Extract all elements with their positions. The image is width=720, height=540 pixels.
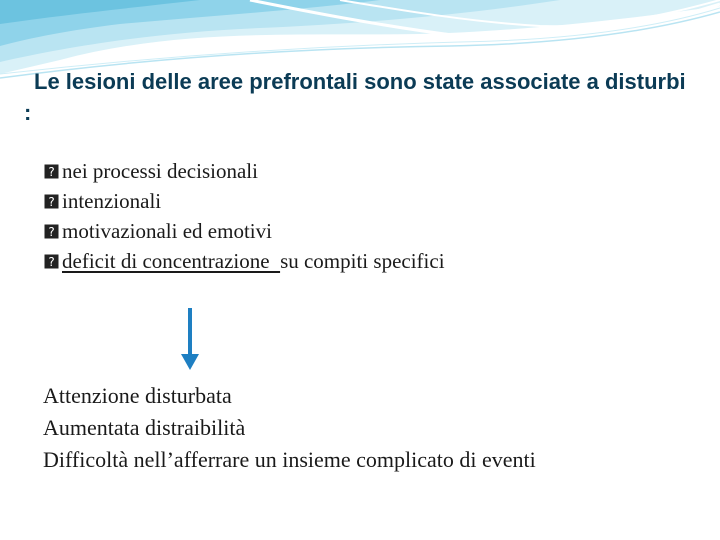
svg-text:?: ? <box>48 225 55 239</box>
list-item <box>44 156 445 186</box>
svg-text:?: ? <box>48 255 55 269</box>
slide-title-text: Le lesioni delle aree prefrontali sono state associate a disturbi : <box>24 69 686 125</box>
effect-line: Difficoltà nell’afferrare un insieme complicato di eventi <box>43 447 536 472</box>
bullet-text: intenzionali <box>62 189 162 213</box>
bullet-list <box>44 156 445 276</box>
slide-title <box>24 66 694 128</box>
effects-list <box>43 380 536 476</box>
effect-line: Aumentata distraibilità <box>43 415 246 440</box>
unknown-glyph-icon <box>44 224 59 239</box>
svg-text:?: ? <box>48 165 55 179</box>
list-item <box>44 186 445 216</box>
svg-text:?: ? <box>48 195 55 209</box>
effect-line: Attenzione disturbata <box>43 383 232 408</box>
bullet-text: motivazionali ed emotivi <box>62 219 272 243</box>
bullet-text-underlined: deficit di concentrazione <box>62 249 281 273</box>
bullet-text: nei processi decisionali <box>62 159 258 183</box>
arrow-down-icon <box>178 306 202 372</box>
list-item <box>44 246 445 276</box>
unknown-glyph-icon <box>44 164 59 179</box>
list-item <box>44 216 445 246</box>
unknown-glyph-icon <box>44 254 59 269</box>
bullet-text: su compiti specifici <box>280 249 445 273</box>
unknown-glyph-icon <box>44 194 59 209</box>
